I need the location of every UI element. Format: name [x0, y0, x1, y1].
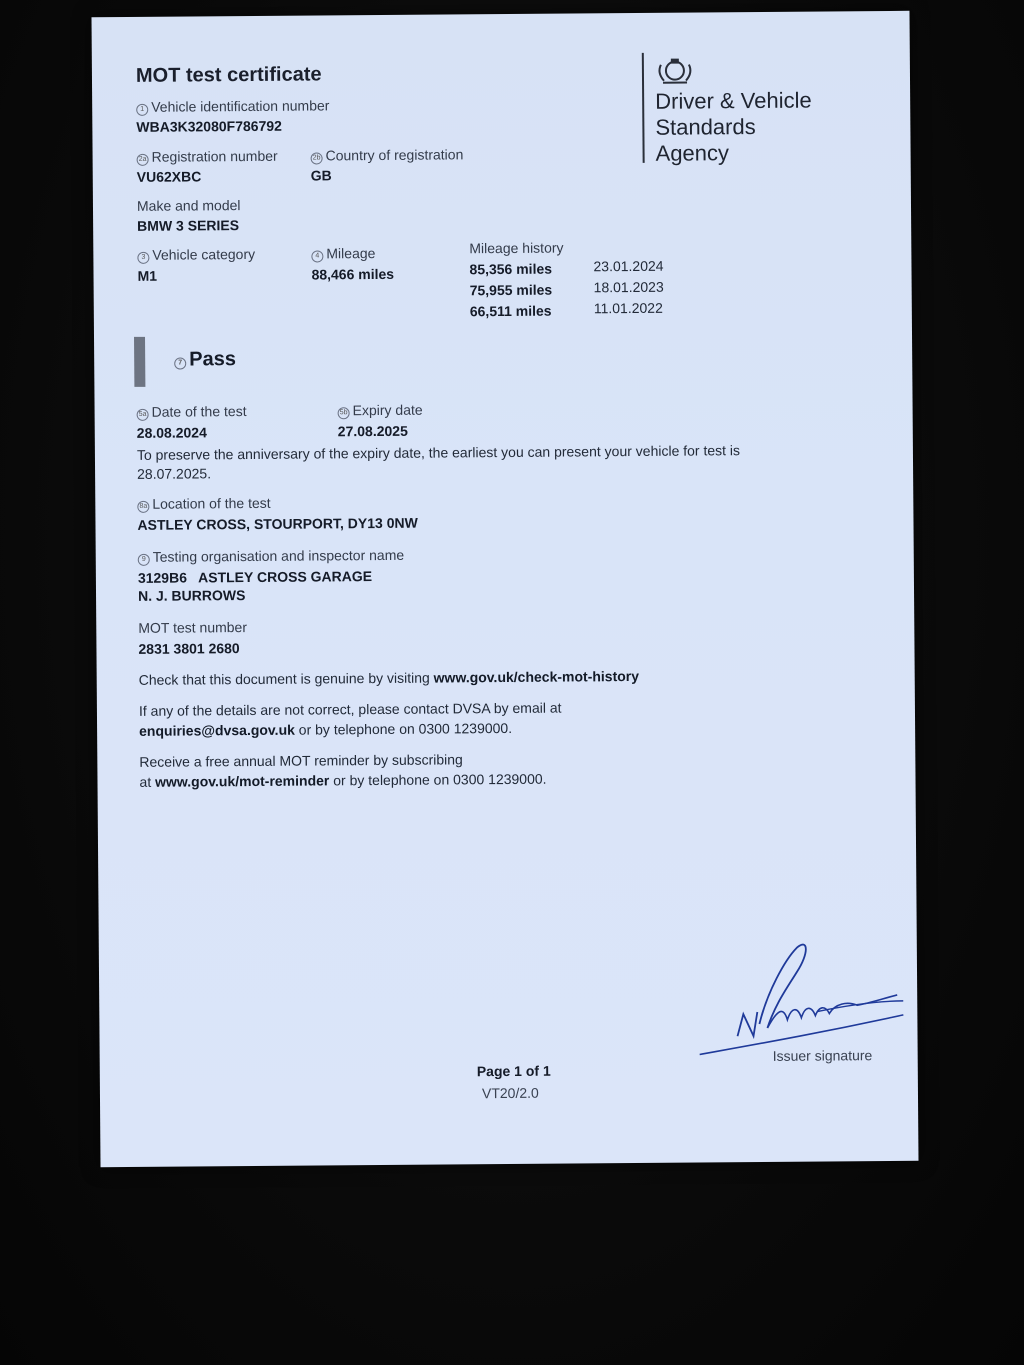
anniversary-note-line-1: To preserve the anniversary of the expiry date, the earliest you can present your vehicle for test is: [136, 442, 741, 463]
make-model-label: Make and model: [136, 197, 241, 214]
contact-email-link[interactable]: enquiries@dvsa.gov.uk: [139, 721, 295, 739]
category-label: 3 Vehicle category: [137, 246, 255, 264]
category-number-icon: 3: [137, 252, 149, 264]
mileage-history-label: Mileage history: [469, 239, 564, 257]
agency-line-2: Standards: [655, 114, 756, 140]
vin-number-icon: 1: [136, 104, 148, 116]
genuine-check-note: Check that this document is genuine by visiting www.gov.uk/check-mot-history: [138, 667, 640, 688]
form-code: VT20/2.0: [481, 1084, 539, 1102]
mot-reminder-link[interactable]: www.gov.uk/mot-reminder: [155, 772, 330, 790]
anniversary-note-line-2: 28.07.2025.: [137, 465, 212, 482]
mileage-history-miles-2: 75,955 miles: [469, 281, 553, 299]
contact-note: If any of the details are not correct, please contact DVSA by email at enquiries@dvsa.gov.uk or by telephone on 0300 1239000.: [138, 699, 562, 739]
organisation-number-icon: 9: [138, 554, 150, 566]
vin-value: WBA3K32080F786792: [136, 117, 282, 135]
test-result: 7 Pass: [174, 348, 236, 371]
organisation-value: 3129B6 ASTLEY CROSS GARAGE: [137, 568, 373, 586]
country-number-icon: 2b: [311, 152, 323, 164]
royal-crest-icon: [655, 54, 695, 84]
mileage-label: 4 Mileage: [311, 245, 375, 263]
organisation-label: 9 Testing organisation and inspector name: [138, 547, 405, 566]
reminder-note: Receive a free annual MOT reminder by subscribing at www.gov.uk/mot-reminder or by telephone on 0300 1239000.: [139, 751, 547, 790]
location-number-icon: 8a: [137, 501, 149, 513]
mileage-history-miles-3: 66,511 miles: [469, 302, 552, 320]
check-mot-history-link[interactable]: www.gov.uk/check-mot-history: [433, 667, 640, 686]
inspector-name: N. J. BURROWS: [137, 587, 246, 604]
test-number-label: MOT test number: [138, 619, 248, 636]
mileage-history-miles-1: 85,356 miles: [469, 260, 553, 278]
country-label: 2b Country of registration: [311, 146, 464, 164]
vin-label: 1 Vehicle identification number: [136, 97, 329, 116]
registration-value: VU62XBC: [136, 168, 202, 185]
agency-line-1: Driver & Vehicle: [655, 87, 812, 114]
issuer-signature-label: Issuer signature: [772, 1047, 873, 1064]
issuer-signature-image: [697, 931, 908, 1063]
mot-certificate-paper: [91, 11, 918, 1167]
agency-line-3: Agency: [655, 140, 730, 166]
mileage-value: 88,466 miles: [311, 265, 395, 283]
mileage-number-icon: 4: [311, 250, 323, 262]
country-value: GB: [310, 167, 332, 184]
expiry-date-label: 5b Expiry date: [338, 402, 423, 420]
agency-name: [655, 88, 812, 167]
registration-label: 2a Registration number: [137, 148, 278, 166]
make-model-value: BMW 3 SERIES: [137, 217, 240, 234]
test-date-value: 28.08.2024: [136, 424, 207, 441]
page-indicator: Page 1 of 1: [476, 1062, 551, 1080]
expiry-date-number-icon: 5b: [338, 407, 350, 419]
test-date-label: 5a Date of the test: [137, 403, 247, 421]
test-date-number-icon: 5a: [137, 409, 149, 421]
location-label: 8a Location of the test: [137, 495, 270, 513]
mileage-history-date-3: 11.01.2022: [593, 299, 663, 317]
category-value: M1: [137, 267, 158, 284]
mileage-history-date-2: 18.01.2023: [593, 278, 664, 296]
registration-number-icon: 2a: [137, 154, 149, 166]
agency-divider: [642, 53, 645, 163]
result-marker: [134, 337, 145, 387]
reminder-note-line-1: Receive a free annual MOT reminder by subscribing: [139, 751, 463, 770]
test-number-value: 2831 3801 2680: [138, 640, 240, 657]
result-number-icon: 7: [174, 357, 186, 369]
mileage-history-date-1: 23.01.2024: [593, 257, 664, 275]
location-value: ASTLEY CROSS, STOURPORT, DY13 0NW: [137, 514, 418, 533]
anniversary-note: [137, 441, 837, 481]
expiry-date-value: 27.08.2025: [337, 422, 408, 440]
page-title: MOT test certificate: [135, 63, 322, 87]
contact-note-line-1: If any of the details are not correct, please contact DVSA by email at: [138, 699, 562, 719]
